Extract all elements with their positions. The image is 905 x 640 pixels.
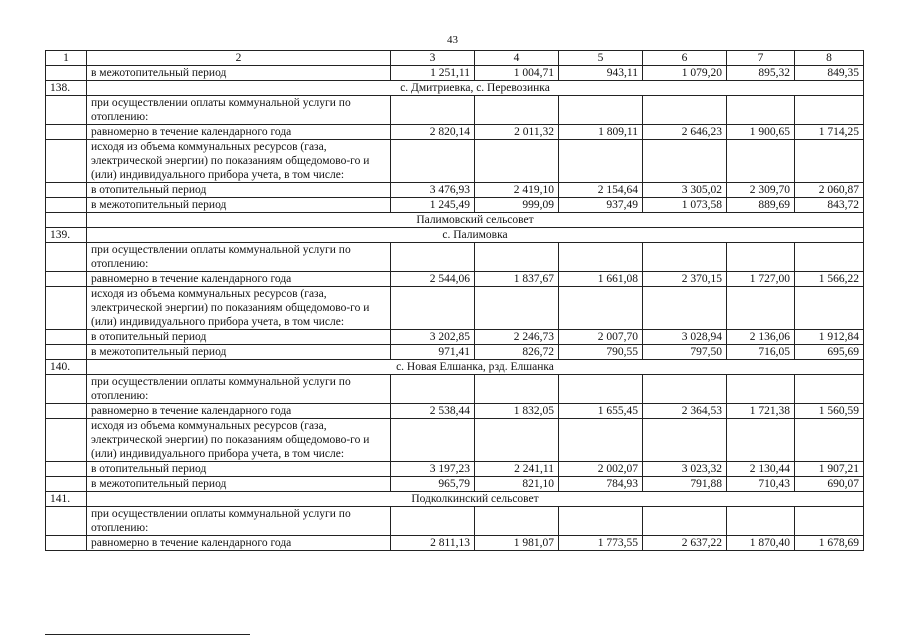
row-label: равномерно в течение календарного года xyxy=(87,404,391,419)
value-cell xyxy=(559,419,643,462)
value-cell: 965,79 xyxy=(391,477,475,492)
page-number: 43 xyxy=(447,34,458,46)
row-number-cell xyxy=(46,243,87,272)
header-row xyxy=(46,51,864,66)
row-label: равномерно в течение календарного года xyxy=(87,125,391,140)
value-cell: 2 820,14 xyxy=(391,125,475,140)
value-cell xyxy=(727,507,795,536)
value-cell: 690,07 xyxy=(795,477,864,492)
row-number-cell xyxy=(46,375,87,404)
value-cell xyxy=(727,287,795,330)
row-label: в отопительный период xyxy=(87,330,391,345)
value-cell xyxy=(559,287,643,330)
value-cell: 1 073,58 xyxy=(643,198,727,213)
value-cell xyxy=(391,507,475,536)
value-cell: 849,35 xyxy=(795,66,864,81)
value-cell: 1 727,00 xyxy=(727,272,795,287)
value-cell xyxy=(475,243,559,272)
value-cell: 1 661,08 xyxy=(559,272,643,287)
row-number-cell xyxy=(46,330,87,345)
label-row xyxy=(46,507,864,536)
column-number-7: 7 xyxy=(727,51,795,66)
value-cell xyxy=(727,243,795,272)
value-cell: 937,49 xyxy=(559,198,643,213)
value-cell: 1 655,45 xyxy=(559,404,643,419)
value-cell: 1 004,71 xyxy=(475,66,559,81)
value-cell xyxy=(643,419,727,462)
row-label: при осуществлении оплаты коммунальной услуги по отоплению: xyxy=(87,507,391,536)
value-cell: 2 011,32 xyxy=(475,125,559,140)
row-number: 140. xyxy=(46,360,87,375)
column-number-5: 5 xyxy=(559,51,643,66)
value-cell: 2 060,87 xyxy=(795,183,864,198)
value-cell: 1 079,20 xyxy=(643,66,727,81)
value-cell xyxy=(475,419,559,462)
value-cell: 1 900,65 xyxy=(727,125,795,140)
section-row xyxy=(46,213,864,228)
value-cell: 895,32 xyxy=(727,66,795,81)
value-cell xyxy=(559,96,643,125)
value-cell: 2 538,44 xyxy=(391,404,475,419)
row-label: исходя из объема коммунальных ресурсов (газа, электрической энергии) по показаниям общедомово-го и (или) индивидуального прибора учета, в том числе: xyxy=(87,287,391,330)
value-cell: 710,43 xyxy=(727,477,795,492)
value-cell xyxy=(795,419,864,462)
column-number-8: 8 xyxy=(795,51,864,66)
value-cell xyxy=(795,140,864,183)
row-number-cell xyxy=(46,66,87,81)
data-row xyxy=(46,345,864,360)
row-number-cell xyxy=(46,404,87,419)
value-cell: 3 197,23 xyxy=(391,462,475,477)
value-cell: 1 870,40 xyxy=(727,536,795,551)
label-row xyxy=(46,287,864,330)
row-label: в отопительный период xyxy=(87,183,391,198)
value-cell: 3 202,85 xyxy=(391,330,475,345)
column-number-1: 1 xyxy=(46,51,87,66)
value-cell xyxy=(559,243,643,272)
row-number-cell xyxy=(46,477,87,492)
section-name: Палимовский сельсовет xyxy=(87,213,864,228)
data-row xyxy=(46,183,864,198)
row-number-cell xyxy=(46,507,87,536)
value-cell: 1 251,11 xyxy=(391,66,475,81)
value-cell xyxy=(559,140,643,183)
row-number: 141. xyxy=(46,492,87,507)
row-label: равномерно в течение календарного года xyxy=(87,272,391,287)
value-cell: 1 714,25 xyxy=(795,125,864,140)
row-label: при осуществлении оплаты коммунальной услуги по отоплению: xyxy=(87,375,391,404)
row-number-cell xyxy=(46,272,87,287)
row-number-cell xyxy=(46,140,87,183)
value-cell: 2 309,70 xyxy=(727,183,795,198)
value-cell xyxy=(795,287,864,330)
row-label: равномерно в течение календарного года xyxy=(87,536,391,551)
row-label: исходя из объема коммунальных ресурсов (газа, электрической энергии) по показаниям общедомово-го и (или) индивидуального прибора учета, в том числе: xyxy=(87,419,391,462)
row-label: в отопительный период xyxy=(87,462,391,477)
value-cell: 2 002,07 xyxy=(559,462,643,477)
value-cell: 784,93 xyxy=(559,477,643,492)
value-cell xyxy=(727,140,795,183)
value-cell: 716,05 xyxy=(727,345,795,360)
label-row xyxy=(46,243,864,272)
value-cell xyxy=(727,96,795,125)
label-row xyxy=(46,140,864,183)
value-cell xyxy=(559,375,643,404)
value-cell xyxy=(795,96,864,125)
column-number-2: 2 xyxy=(87,51,391,66)
value-cell: 3 028,94 xyxy=(643,330,727,345)
row-number-cell xyxy=(46,183,87,198)
value-cell: 2 007,70 xyxy=(559,330,643,345)
value-cell xyxy=(475,96,559,125)
place-row xyxy=(46,360,864,375)
row-number-cell xyxy=(46,287,87,330)
value-cell: 1 245,49 xyxy=(391,198,475,213)
value-cell: 1 560,59 xyxy=(795,404,864,419)
column-number-3: 3 xyxy=(391,51,475,66)
value-cell: 2 544,06 xyxy=(391,272,475,287)
data-row xyxy=(46,272,864,287)
value-cell xyxy=(391,419,475,462)
value-cell xyxy=(643,507,727,536)
value-cell: 791,88 xyxy=(643,477,727,492)
value-cell: 3 305,02 xyxy=(643,183,727,198)
row-number-cell xyxy=(46,536,87,551)
data-row xyxy=(46,404,864,419)
row-number-cell xyxy=(46,198,87,213)
value-cell xyxy=(727,375,795,404)
value-cell xyxy=(475,287,559,330)
data-row xyxy=(46,462,864,477)
bottom-rule xyxy=(45,634,250,635)
value-cell: 943,11 xyxy=(559,66,643,81)
value-cell: 1 907,21 xyxy=(795,462,864,477)
data-row xyxy=(46,536,864,551)
value-cell xyxy=(643,140,727,183)
label-row xyxy=(46,96,864,125)
place-row xyxy=(46,81,864,96)
data-row xyxy=(46,198,864,213)
row-number-cell xyxy=(46,419,87,462)
value-cell: 3 476,93 xyxy=(391,183,475,198)
value-cell xyxy=(475,507,559,536)
value-cell xyxy=(391,243,475,272)
row-number-cell xyxy=(46,462,87,477)
value-cell: 2 637,22 xyxy=(643,536,727,551)
data-row xyxy=(46,125,864,140)
column-number-4: 4 xyxy=(475,51,559,66)
row-label: в межотопительный период xyxy=(87,198,391,213)
value-cell: 790,55 xyxy=(559,345,643,360)
row-number-cell xyxy=(46,345,87,360)
data-row xyxy=(46,477,864,492)
row-number: 138. xyxy=(46,81,87,96)
place-row xyxy=(46,492,864,507)
value-cell: 999,09 xyxy=(475,198,559,213)
value-cell: 889,69 xyxy=(727,198,795,213)
value-cell: 695,69 xyxy=(795,345,864,360)
value-cell: 1 566,22 xyxy=(795,272,864,287)
row-label: исходя из объема коммунальных ресурсов (газа, электрической энергии) по показаниям общедомово-го и (или) индивидуального прибора учета, в том числе: xyxy=(87,140,391,183)
value-cell xyxy=(475,375,559,404)
value-cell: 2 370,15 xyxy=(643,272,727,287)
value-cell: 2 811,13 xyxy=(391,536,475,551)
place-row xyxy=(46,228,864,243)
value-cell xyxy=(643,243,727,272)
value-cell: 1 912,84 xyxy=(795,330,864,345)
value-cell xyxy=(391,375,475,404)
column-number-6: 6 xyxy=(643,51,727,66)
row-label: в межотопительный период xyxy=(87,345,391,360)
value-cell: 2 646,23 xyxy=(643,125,727,140)
data-row xyxy=(46,66,864,81)
row-number: 139. xyxy=(46,228,87,243)
value-cell: 3 023,32 xyxy=(643,462,727,477)
row-label: в межотопительный период xyxy=(87,477,391,492)
value-cell: 1 773,55 xyxy=(559,536,643,551)
value-cell: 1 981,07 xyxy=(475,536,559,551)
value-cell xyxy=(727,419,795,462)
value-cell: 1 678,69 xyxy=(795,536,864,551)
value-cell: 971,41 xyxy=(391,345,475,360)
value-cell: 2 130,44 xyxy=(727,462,795,477)
row-label: при осуществлении оплаты коммунальной услуги по отоплению: xyxy=(87,96,391,125)
value-cell xyxy=(391,96,475,125)
row-number-cell xyxy=(46,96,87,125)
row-label: при осуществлении оплаты коммунальной услуги по отоплению: xyxy=(87,243,391,272)
value-cell: 2 154,64 xyxy=(559,183,643,198)
value-cell xyxy=(795,507,864,536)
label-row xyxy=(46,375,864,404)
value-cell xyxy=(391,140,475,183)
value-cell xyxy=(391,287,475,330)
row-number-cell xyxy=(46,125,87,140)
value-cell: 2 419,10 xyxy=(475,183,559,198)
value-cell: 826,72 xyxy=(475,345,559,360)
value-cell: 821,10 xyxy=(475,477,559,492)
place-name: Подколкинский сельсовет xyxy=(87,492,864,507)
value-cell: 797,50 xyxy=(643,345,727,360)
value-cell: 1 832,05 xyxy=(475,404,559,419)
value-cell xyxy=(475,140,559,183)
place-name: с. Новая Елшанка, рзд. Елшанка xyxy=(87,360,864,375)
value-cell xyxy=(643,287,727,330)
value-cell: 2 246,73 xyxy=(475,330,559,345)
value-cell xyxy=(643,375,727,404)
value-cell: 1 837,67 xyxy=(475,272,559,287)
value-cell xyxy=(559,507,643,536)
value-cell xyxy=(795,375,864,404)
value-cell: 843,72 xyxy=(795,198,864,213)
tariff-table xyxy=(45,50,864,551)
value-cell: 1 809,11 xyxy=(559,125,643,140)
place-name: с. Дмитриевка, с. Перевозинка xyxy=(87,81,864,96)
value-cell xyxy=(643,96,727,125)
label-row xyxy=(46,419,864,462)
value-cell: 2 241,11 xyxy=(475,462,559,477)
place-name: с. Палимовка xyxy=(87,228,864,243)
value-cell: 2 136,06 xyxy=(727,330,795,345)
value-cell: 2 364,53 xyxy=(643,404,727,419)
row-label: в межотопительный период xyxy=(87,66,391,81)
value-cell xyxy=(795,243,864,272)
row-number-cell xyxy=(46,213,87,228)
value-cell: 1 721,38 xyxy=(727,404,795,419)
data-row xyxy=(46,330,864,345)
